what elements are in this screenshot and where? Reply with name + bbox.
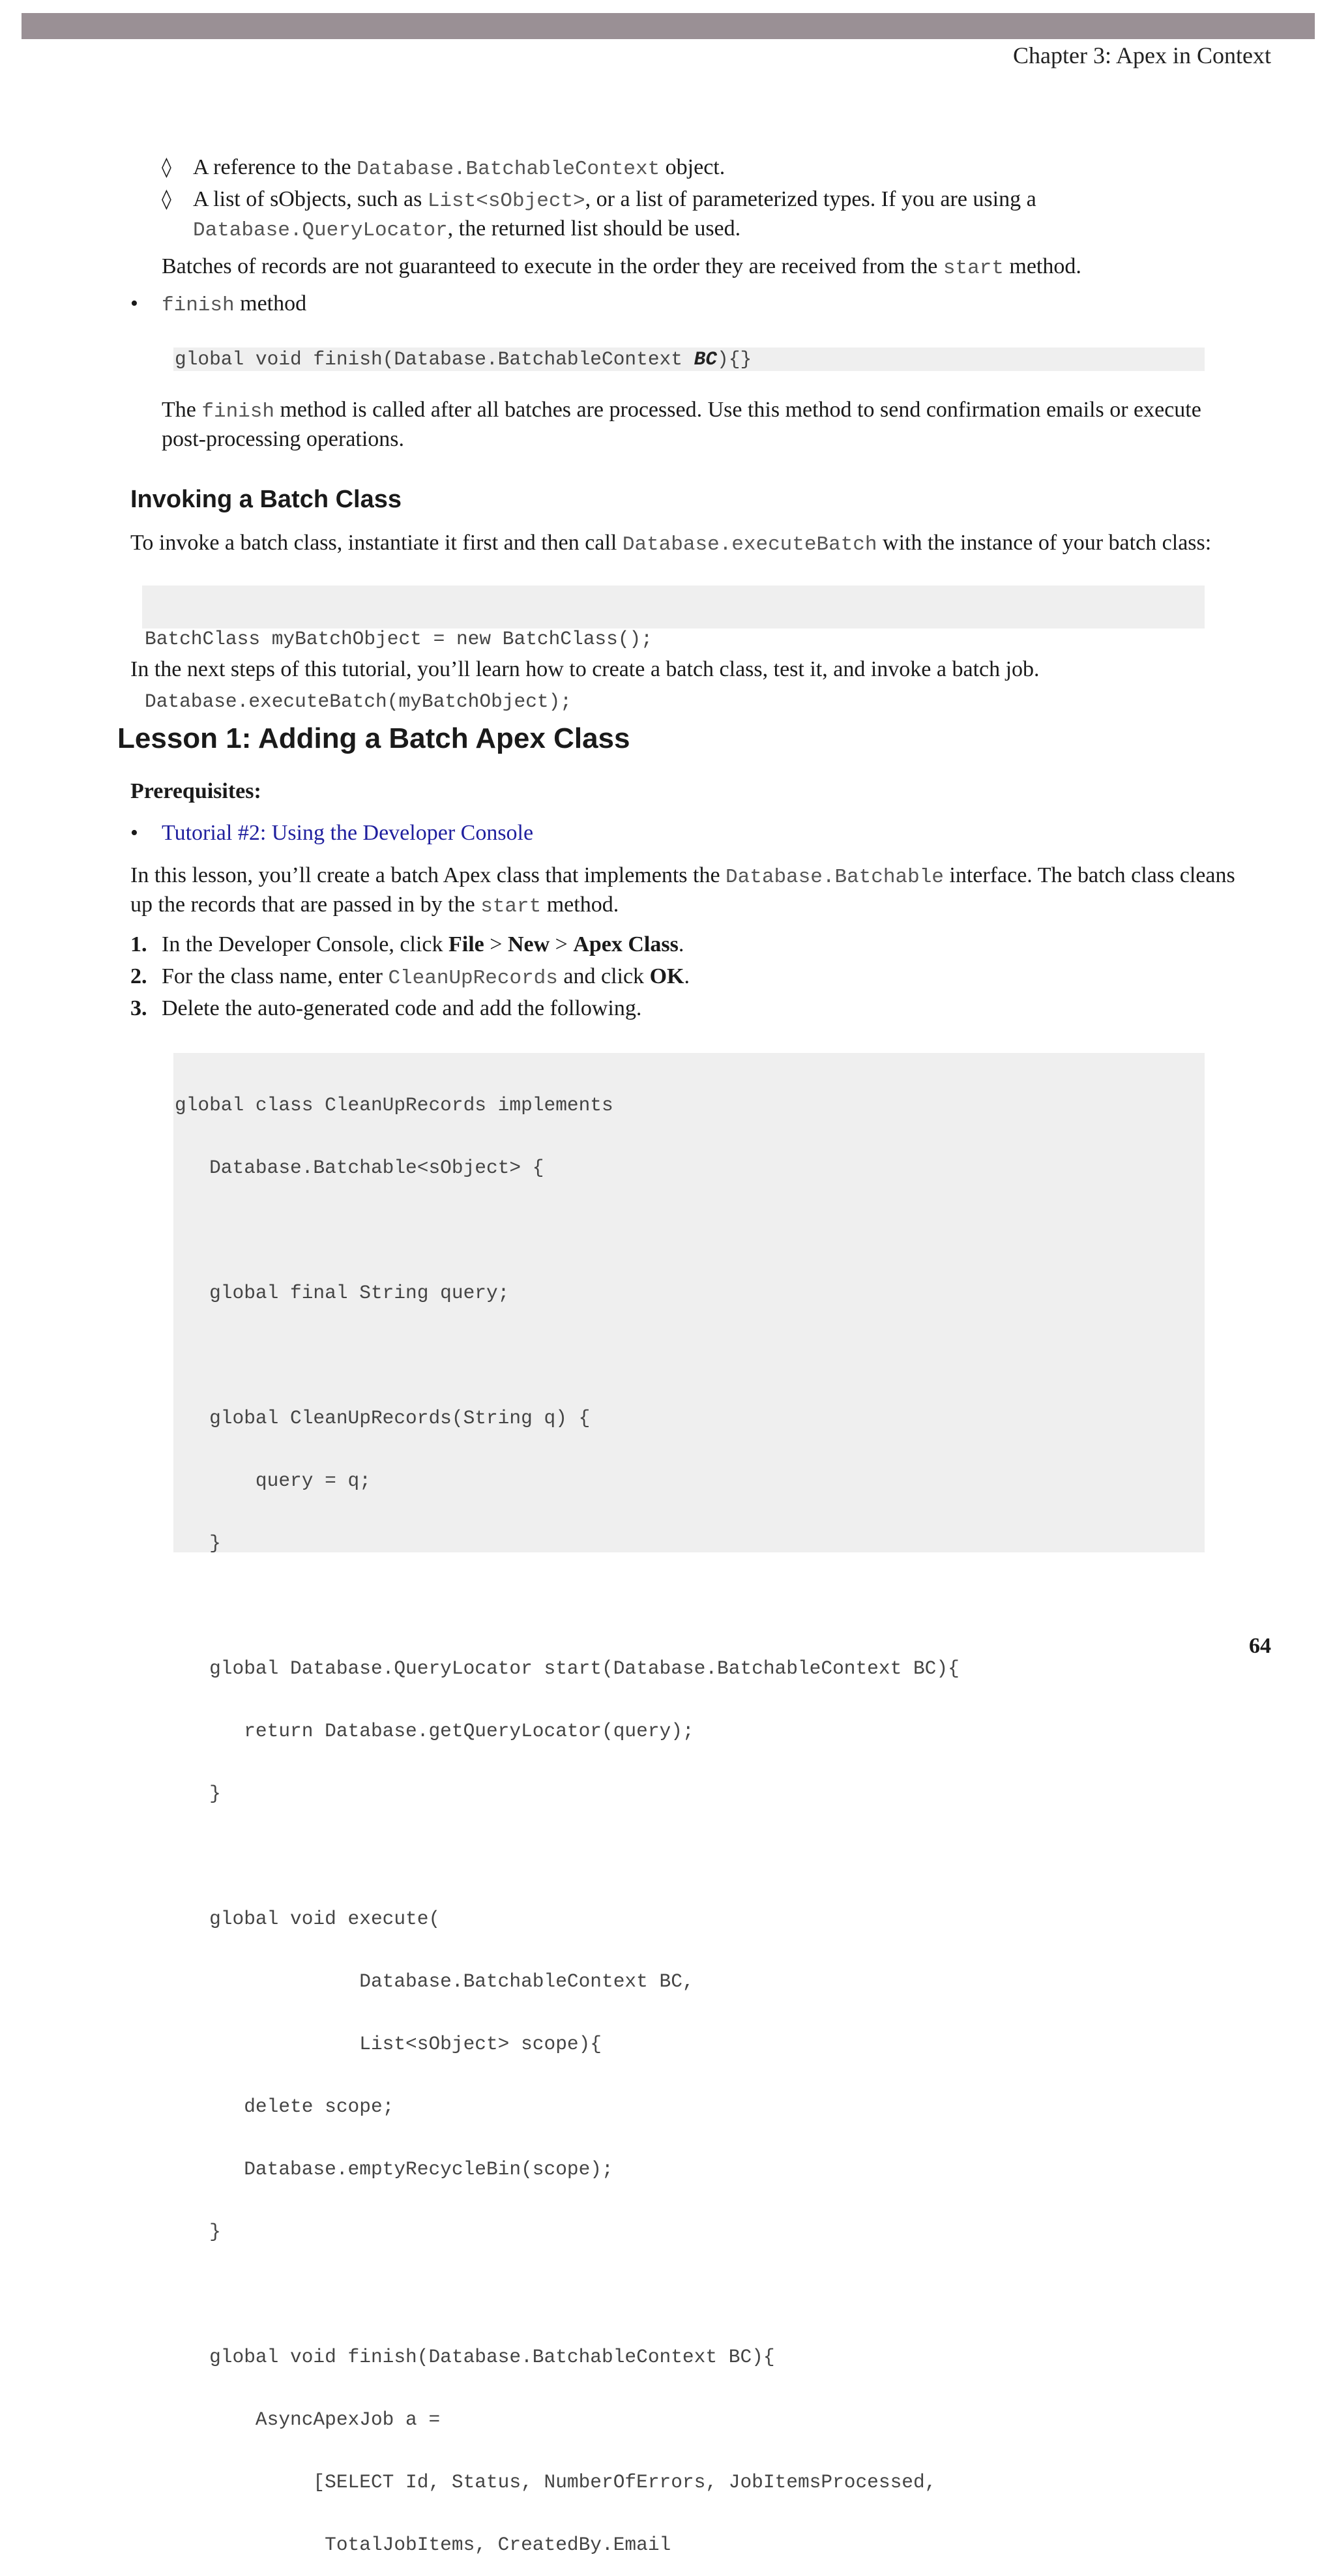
invoking-heading: Invoking a Batch Class (130, 486, 402, 513)
code-line (175, 1220, 1203, 1241)
sub-list-item: ◊ A list of sObjects, such as List<sObject>, or a list of parameterized types. If you are using a Database.QueryLocator, the returned list should be used. (162, 187, 1036, 242)
diamond-icon: ◊ (162, 188, 171, 211)
lesson-heading: Lesson 1: Adding a Batch Apex Class (117, 722, 630, 754)
code-line: query = q; (175, 1470, 371, 1492)
invoking-intro: To invoke a batch class, instantiate it first and then call Database.executeBatch with the instance of your batch class: (130, 531, 1212, 556)
prerequisite-item (130, 820, 534, 847)
code-line: global void execute( (175, 1908, 441, 1930)
code-line: delete scope; (175, 2095, 394, 2118)
batch-order-paragraph: Batches of records are not guaranteed to execute in the order they are received from the start method. (162, 254, 1081, 280)
chapter-header: Chapter 3: Apex in Context (1013, 42, 1271, 68)
clean-up-records-code-block (173, 1053, 1205, 2556)
diamond-icon: ◊ (162, 156, 171, 179)
code-line: [SELECT Id, Status, NumberOfErrors, JobItemsProcessed, (175, 2471, 937, 2493)
code-line (175, 1595, 1203, 1616)
sub-list-item: ◊ A reference to the Database.BatchableContext object. (162, 155, 726, 181)
step-item: 1. In the Developer Console, click File > New > Apex Class. (130, 932, 684, 956)
sub-list (162, 154, 1218, 244)
code-line: } (175, 1532, 221, 1554)
finish-method-bullet: • finish method (130, 291, 307, 317)
code-line: AsyncApexJob a = (175, 2408, 441, 2431)
code-line: global CleanUpRecords(String q) { (175, 1407, 591, 1429)
bullet-icon: • (130, 821, 138, 845)
top-bar (22, 13, 1315, 39)
finish-code-block: global void finish(Database.BatchableContext BC){} (173, 348, 1205, 371)
next-steps-paragraph: In the next steps of this tutorial, you’ll learn how to create a batch class, test it, and invoke a batch job. (130, 657, 1040, 681)
step-item: 3. Delete the auto-generated code and add the following. (130, 996, 642, 1020)
step-item: 2. For the class name, enter CleanUpRecords and click OK. (130, 964, 690, 990)
code-line (175, 2284, 1203, 2305)
code-line: Database.Batchable<sObject> { (175, 1157, 544, 1179)
code-line: Database.executeBatch(myBatchObject); (145, 690, 572, 713)
code-line: global void finish(Database.BatchableContext BC){ (175, 2346, 775, 2368)
code-line: BatchClass myBatchObject = new BatchClass(); (145, 628, 653, 650)
code-line: TotalJobItems, CreatedBy.Email (175, 2534, 671, 2556)
lesson-intro: In this lesson, you’ll create a batch Apex class that implements the Database.Batchable interface. The batch class cleans up the records that are passed in by the start method. (130, 863, 1235, 918)
code-line: Database.BatchableContext BC, (175, 1970, 694, 1992)
prerequisite-link[interactable]: Tutorial #2: Using the Developer Console (162, 821, 534, 845)
finish-paragraph: The finish method is called after all batches are processed. Use this method to send confirmation emails or execute post-processing operations. (162, 398, 1201, 451)
code-line: } (175, 2221, 221, 2243)
code-line (175, 1345, 1203, 1366)
code-line (175, 1846, 1203, 1867)
steps-list (130, 931, 1218, 1027)
code-line: global Database.QueryLocator start(Database.BatchableContext BC){ (175, 1657, 960, 1680)
code-line: } (175, 1783, 221, 1805)
code-line: return Database.getQueryLocator(query); (175, 1720, 694, 1742)
prerequisites-label: Prerequisites: (130, 779, 261, 803)
code-line: List<sObject> scope){ (175, 2033, 602, 2055)
code-line: Database.emptyRecycleBin(scope); (175, 2158, 613, 2180)
bullet-icon: • (130, 291, 138, 316)
page-number: 64 (1249, 1634, 1271, 1658)
code-line: global class CleanUpRecords implements (175, 1094, 613, 1116)
code-line: global final String query; (175, 1282, 510, 1304)
